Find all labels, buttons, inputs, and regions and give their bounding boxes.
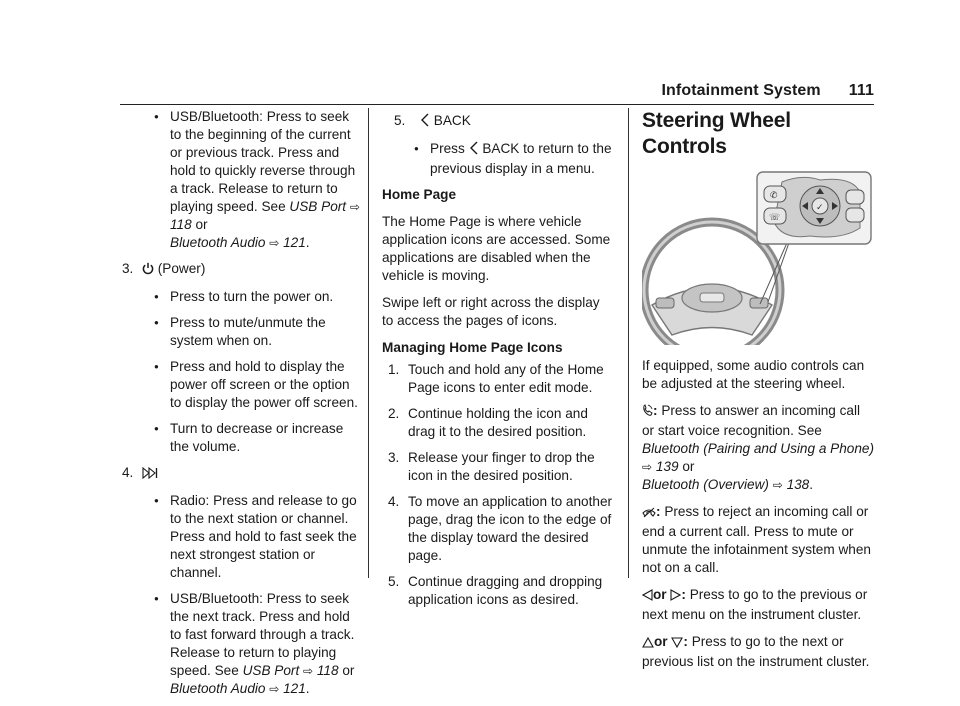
hang-up-phone-icon [642,505,656,523]
page-reference-arrow-icon: ⇨ [303,664,314,678]
page-number-link[interactable]: 138 [786,477,810,492]
page-number-link[interactable]: 139 [655,459,679,474]
item-5-back: 5. BACK [394,112,614,132]
bullet-usb-seek-previous: ● USB/Bluetooth: Press to seek to the beginning of the current or previous track. Press and hold to quickly reverse through a track. Release to return to playing speed. See USB Port ⇨ 118 or Bluetooth Audio ⇨ 121. [122,108,364,252]
bullet-volume: ● Turn to decrease or increase the volume. [122,420,364,456]
list-up-down-description: or : Press to go to the next or previous list on the instrument cluster. [642,634,870,669]
cross-reference-link[interactable]: USB Port [289,199,347,214]
back-chevron-icon [469,141,479,160]
page-number-link[interactable]: 121 [283,235,306,250]
page-number-link[interactable]: 118 [316,663,339,678]
reject-call-description: : Press to reject an incoming call or end a current call. Press to mute or unmute the infotainment system when not on a call. [642,504,871,575]
cross-reference-link[interactable]: Bluetooth Audio [170,235,266,250]
right-triangle-icon [670,588,681,606]
back-chevron-icon [420,113,430,132]
column-1 [122,108,364,706]
cross-reference-link[interactable]: USB Port [242,663,300,678]
power-icon [142,262,154,280]
menu-left-right-description: or : Press to go to the previous or next menu on the instrument cluster. [642,587,868,622]
intro-paragraph: If equipped, some audio controls can be adjusted at the steering wheel. [642,358,865,391]
cross-reference-link[interactable]: Bluetooth (Pairing and Using a Phone) [642,441,874,456]
cross-reference-link[interactable]: Bluetooth Audio [170,681,266,696]
item-3-power: 3. (Power) [122,260,364,280]
steering-wheel-illustration [642,170,874,345]
header-text [662,82,875,100]
section-title: Infotainment System [661,82,821,99]
list-item: 3. Release your finger to drop the icon in the desired position. [388,450,595,483]
column-divider [368,108,369,578]
svg-text:✓: ✓ [816,203,824,213]
managing-icons-heading: Managing Home Page Icons [382,340,563,355]
voice-phone-icon [642,404,653,422]
answer-call-description: : Press to answer an incoming call or start voice recognition. See Bluetooth (Pairing and Using a Phone) ⇨ 139 or Bluetooth (Overview) ⇨ 138. [642,403,874,492]
page-number-link[interactable]: 121 [283,681,306,696]
controls-detail-inset [757,172,871,244]
home-page-paragraph: Swipe left or right across the display to access the pages of icons. [382,295,600,328]
section-heading: Steering Wheel Controls [642,109,791,158]
item-4-seek: 4. [122,464,364,484]
column-2 [382,108,614,617]
home-page-paragraph: The Home Page is where vehicle application icons are accessed. Some applications are disabled when the vehicle is moving. [382,214,611,283]
bullet-power-on: ● Press to turn the power on. [122,288,364,306]
list-item: 1. Touch and hold any of the Home Page icons to enter edit mode. [388,362,604,395]
left-triangle-icon [642,588,653,606]
list-item: 2. Continue holding the icon and drag it to the desired position. [388,406,588,439]
page-reference-arrow-icon: ⇨ [349,200,360,214]
cross-reference-link[interactable]: Bluetooth (Overview) [642,477,769,492]
svg-text:✆: ✆ [770,191,778,201]
bullet-radio-seek: ● Radio: Press and release to go to the next station or channel. Press and hold to fast seek the next strongest station or channel. [122,492,364,582]
list-item: 4. To move an application to another page, drag the icon to the edge of the display toward the desired page. [388,494,613,563]
column-3 [642,108,874,680]
up-triangle-icon [642,635,654,653]
page-reference-arrow-icon: ⇨ [269,682,280,696]
page-number-link[interactable]: 118 [170,217,192,232]
down-triangle-icon [671,635,683,653]
page-number: 111 [848,82,874,99]
bullet-power-off-screen: ● Press and hold to display the power off screen or the option to display the power off screen. [122,358,364,412]
seek-next-icon [142,466,158,484]
bullet-usb-seek-next: ● USB/Bluetooth: Press to seek the next track. Press and hold to fast forward through a track. Release to return to playing speed. See USB Port ⇨ 118 or Bluetooth Audio ⇨ 121. [122,590,364,698]
column-divider [628,108,629,578]
page-reference-arrow-icon: ⇨ [772,478,783,492]
list-item: 5. Continue dragging and dropping application icons as desired. [388,574,603,607]
bullet-mute: ● Press to mute/unmute the system when on. [122,314,364,350]
page-reference-arrow-icon: ⇨ [269,236,280,250]
bullet-back: ● Press BACK to return to the previous display in a menu. [382,140,614,178]
home-page-heading: Home Page [382,187,457,202]
svg-text:☏: ☏ [769,213,781,223]
page-reference-arrow-icon: ⇨ [642,460,653,474]
page-header [120,80,874,105]
